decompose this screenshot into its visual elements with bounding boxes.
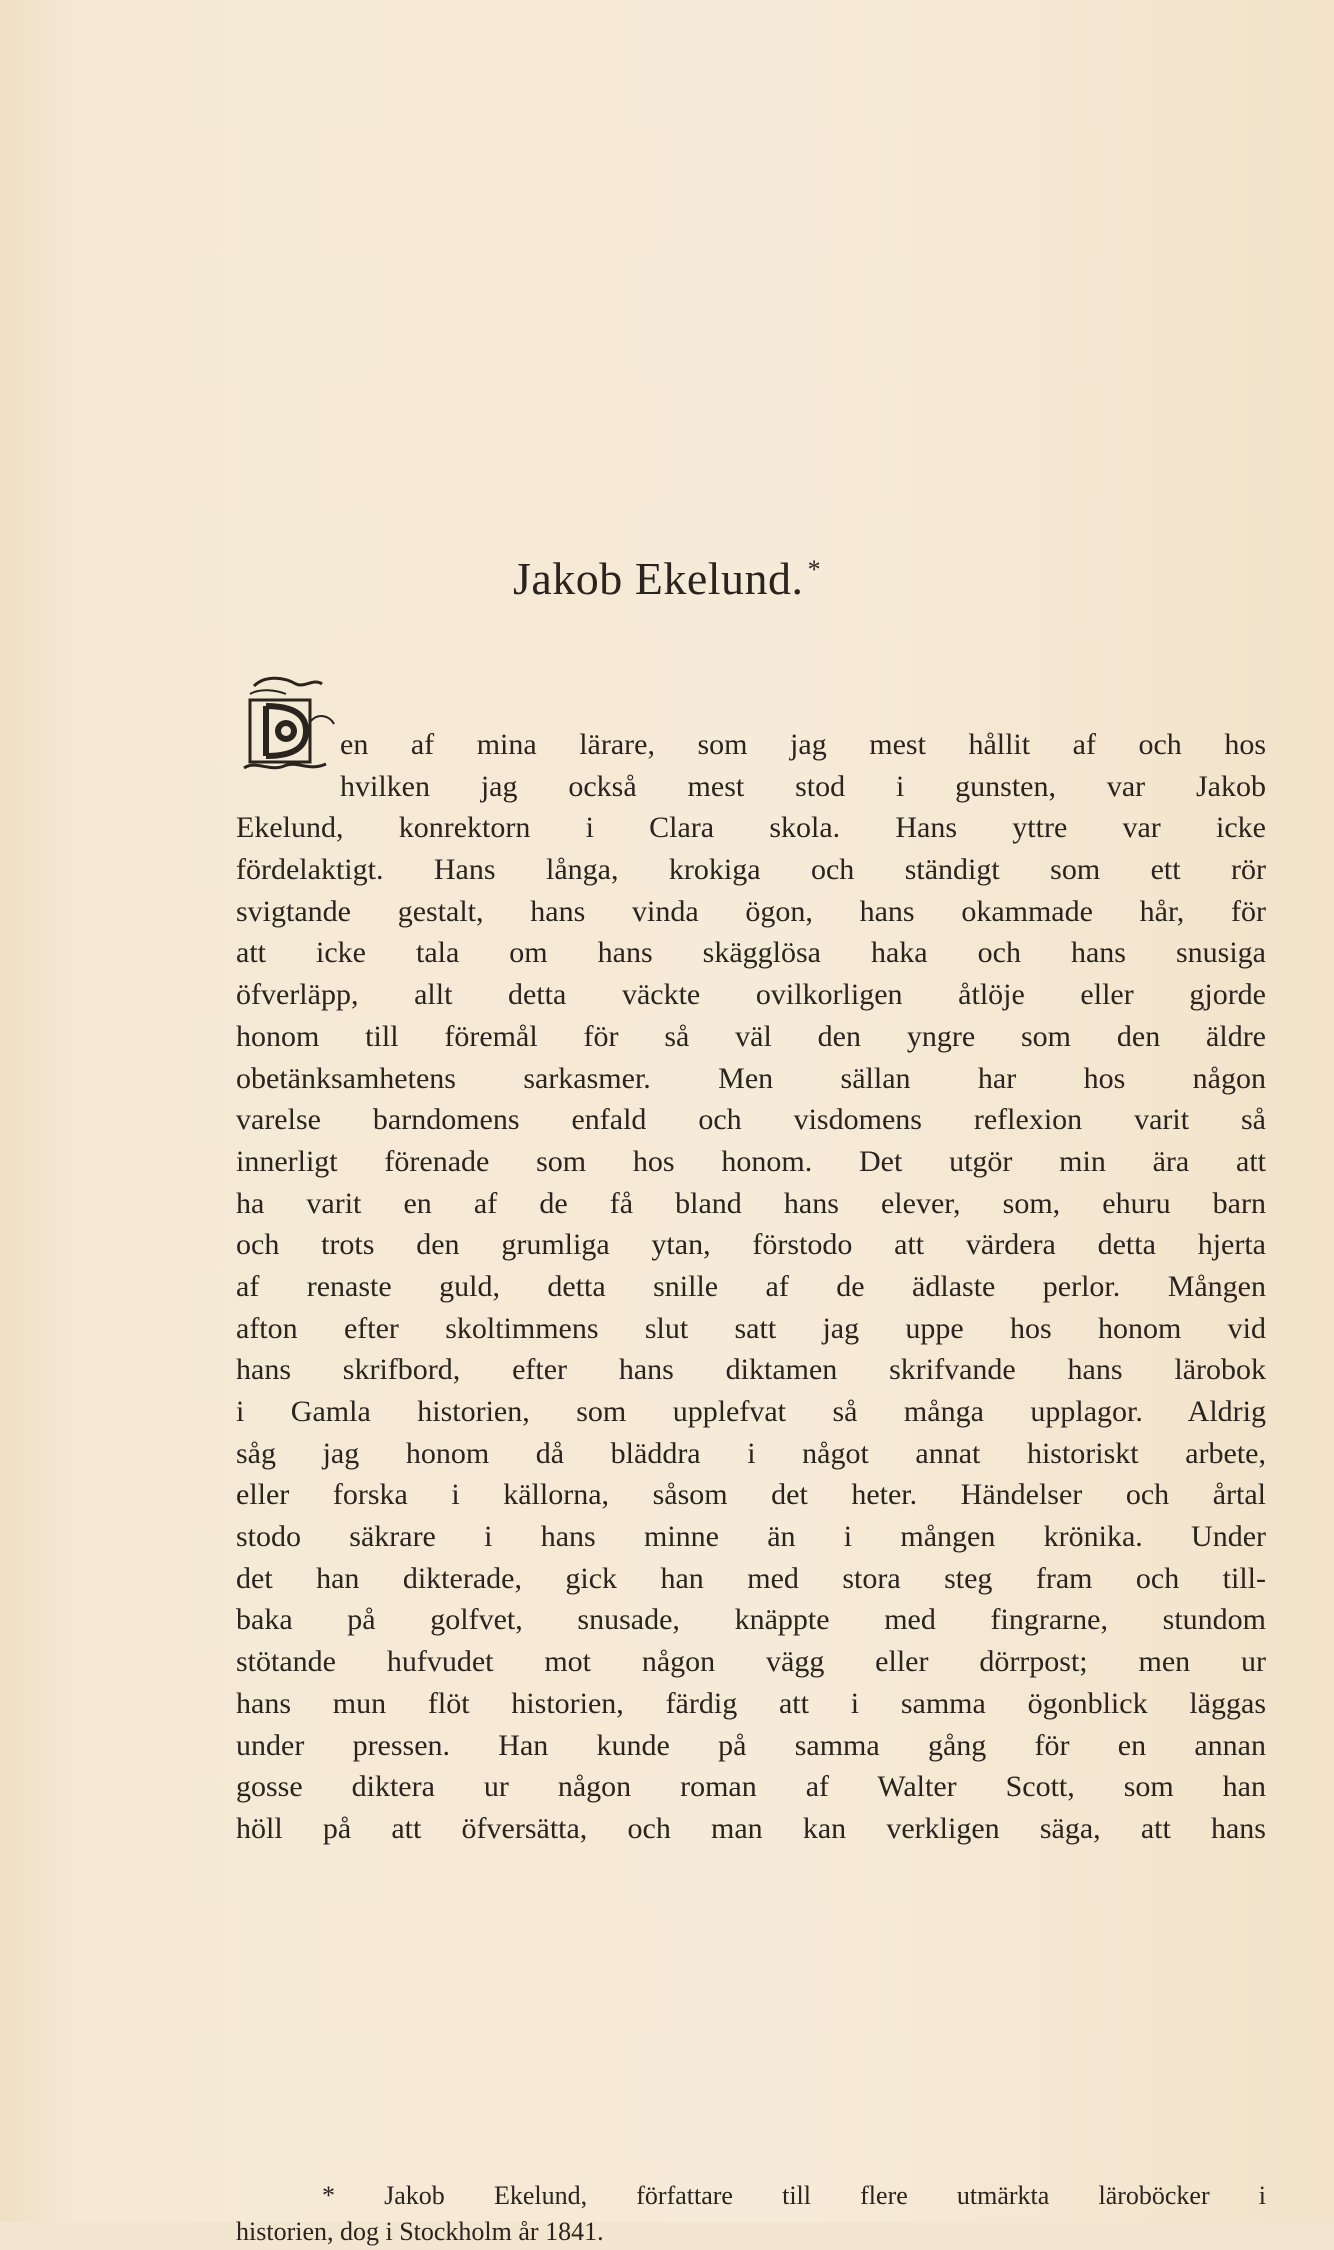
body-line: hans mun flöt historien, färdig att i samma ögonblick läggas (236, 1686, 1266, 1720)
body-line: hans skrifbord, efter hans diktamen skrifvande hans lärobok (236, 1353, 1266, 1387)
body-line: under pressen. Han kunde på samma gång för en annan (236, 1728, 1266, 1762)
body-line: gosse diktera ur någon roman af Walter Scott, som han (236, 1770, 1266, 1804)
body-line: svigtande gestalt, hans vinda ögon, hans okammade hår, för (236, 894, 1266, 928)
body-line: stötande hufvudet mot någon vägg eller dörrpost; men ur (236, 1645, 1266, 1679)
chapter-title (0, 552, 1334, 605)
body-line: innerligt förenade som hos honom. Det utgör min ära att (236, 1144, 1266, 1178)
body-line: och trots den grumliga ytan, förstodo att värdera detta hjerta (236, 1228, 1266, 1262)
body-line: af renaste guld, detta snille af de ädlaste perlor. Mången (236, 1269, 1266, 1303)
body-line: afton efter skoltimmens slut satt jag uppe hos honom vid (236, 1311, 1266, 1345)
body-line: varelse barndomens enfald och visdomens reflexion varit så (236, 1103, 1266, 1137)
body-line: att icke tala om hans skägglösa haka och hans snusiga (236, 936, 1266, 970)
chapter-title-text: Jakob Ekelund. (512, 553, 804, 604)
footnote-marker: * (807, 554, 822, 584)
initial-letter-text: D (236, 672, 237, 673)
body-line: ha varit en af de få bland hans elever, som, ehuru barn (236, 1186, 1266, 1220)
body-line: i Gamla historien, som upplefvat så många upplagor. Aldrig (236, 1395, 1266, 1428)
body-line: en af mina lärare, som jag mest hållit af och hos (340, 728, 1266, 761)
body-line: fördelaktigt. Hans långa, krokiga och ständigt som ett rör (236, 853, 1266, 887)
body-line: såg jag honom då bläddra i något annat historiskt arbete, (236, 1436, 1266, 1470)
body-line: honom till föremål för så väl den yngre som den äldre (236, 1019, 1266, 1053)
body-line: höll på att öfversätta, och man kan verkligen säga, att hans (236, 1811, 1266, 1845)
body-line: öfverläpp, allt detta väckte ovilkorligen åtlöje eller gjorde (236, 978, 1266, 1012)
footnote-line: historien, dog i Stockholm år 1841. (236, 2217, 604, 2246)
body-line: hvilken jag också mest stod i gunsten, var Jakob (340, 769, 1266, 803)
body-line: baka på golfvet, snusade, knäppte med fingrarne, stundom (236, 1603, 1266, 1637)
body-line: stodo säkrare i hans minne än i mången krönika. Under (236, 1520, 1266, 1554)
body-line: Ekelund, konrektorn i Clara skola. Hans yttre var icke (236, 811, 1266, 845)
body-line: det han dikterade, gick han med stora steg fram och till- (236, 1561, 1266, 1595)
body-text (236, 724, 1266, 1850)
footnote-line: * Jakob Ekelund, författare till flere utmärkta läroböcker i (322, 2181, 1266, 2210)
body-line: obetänksamhetens sarkasmer. Men sällan har hos någon (236, 1061, 1266, 1095)
body-line: eller forska i källorna, såsom det heter. Händelser och årtal (236, 1478, 1266, 1512)
footnote (236, 2178, 1266, 2250)
